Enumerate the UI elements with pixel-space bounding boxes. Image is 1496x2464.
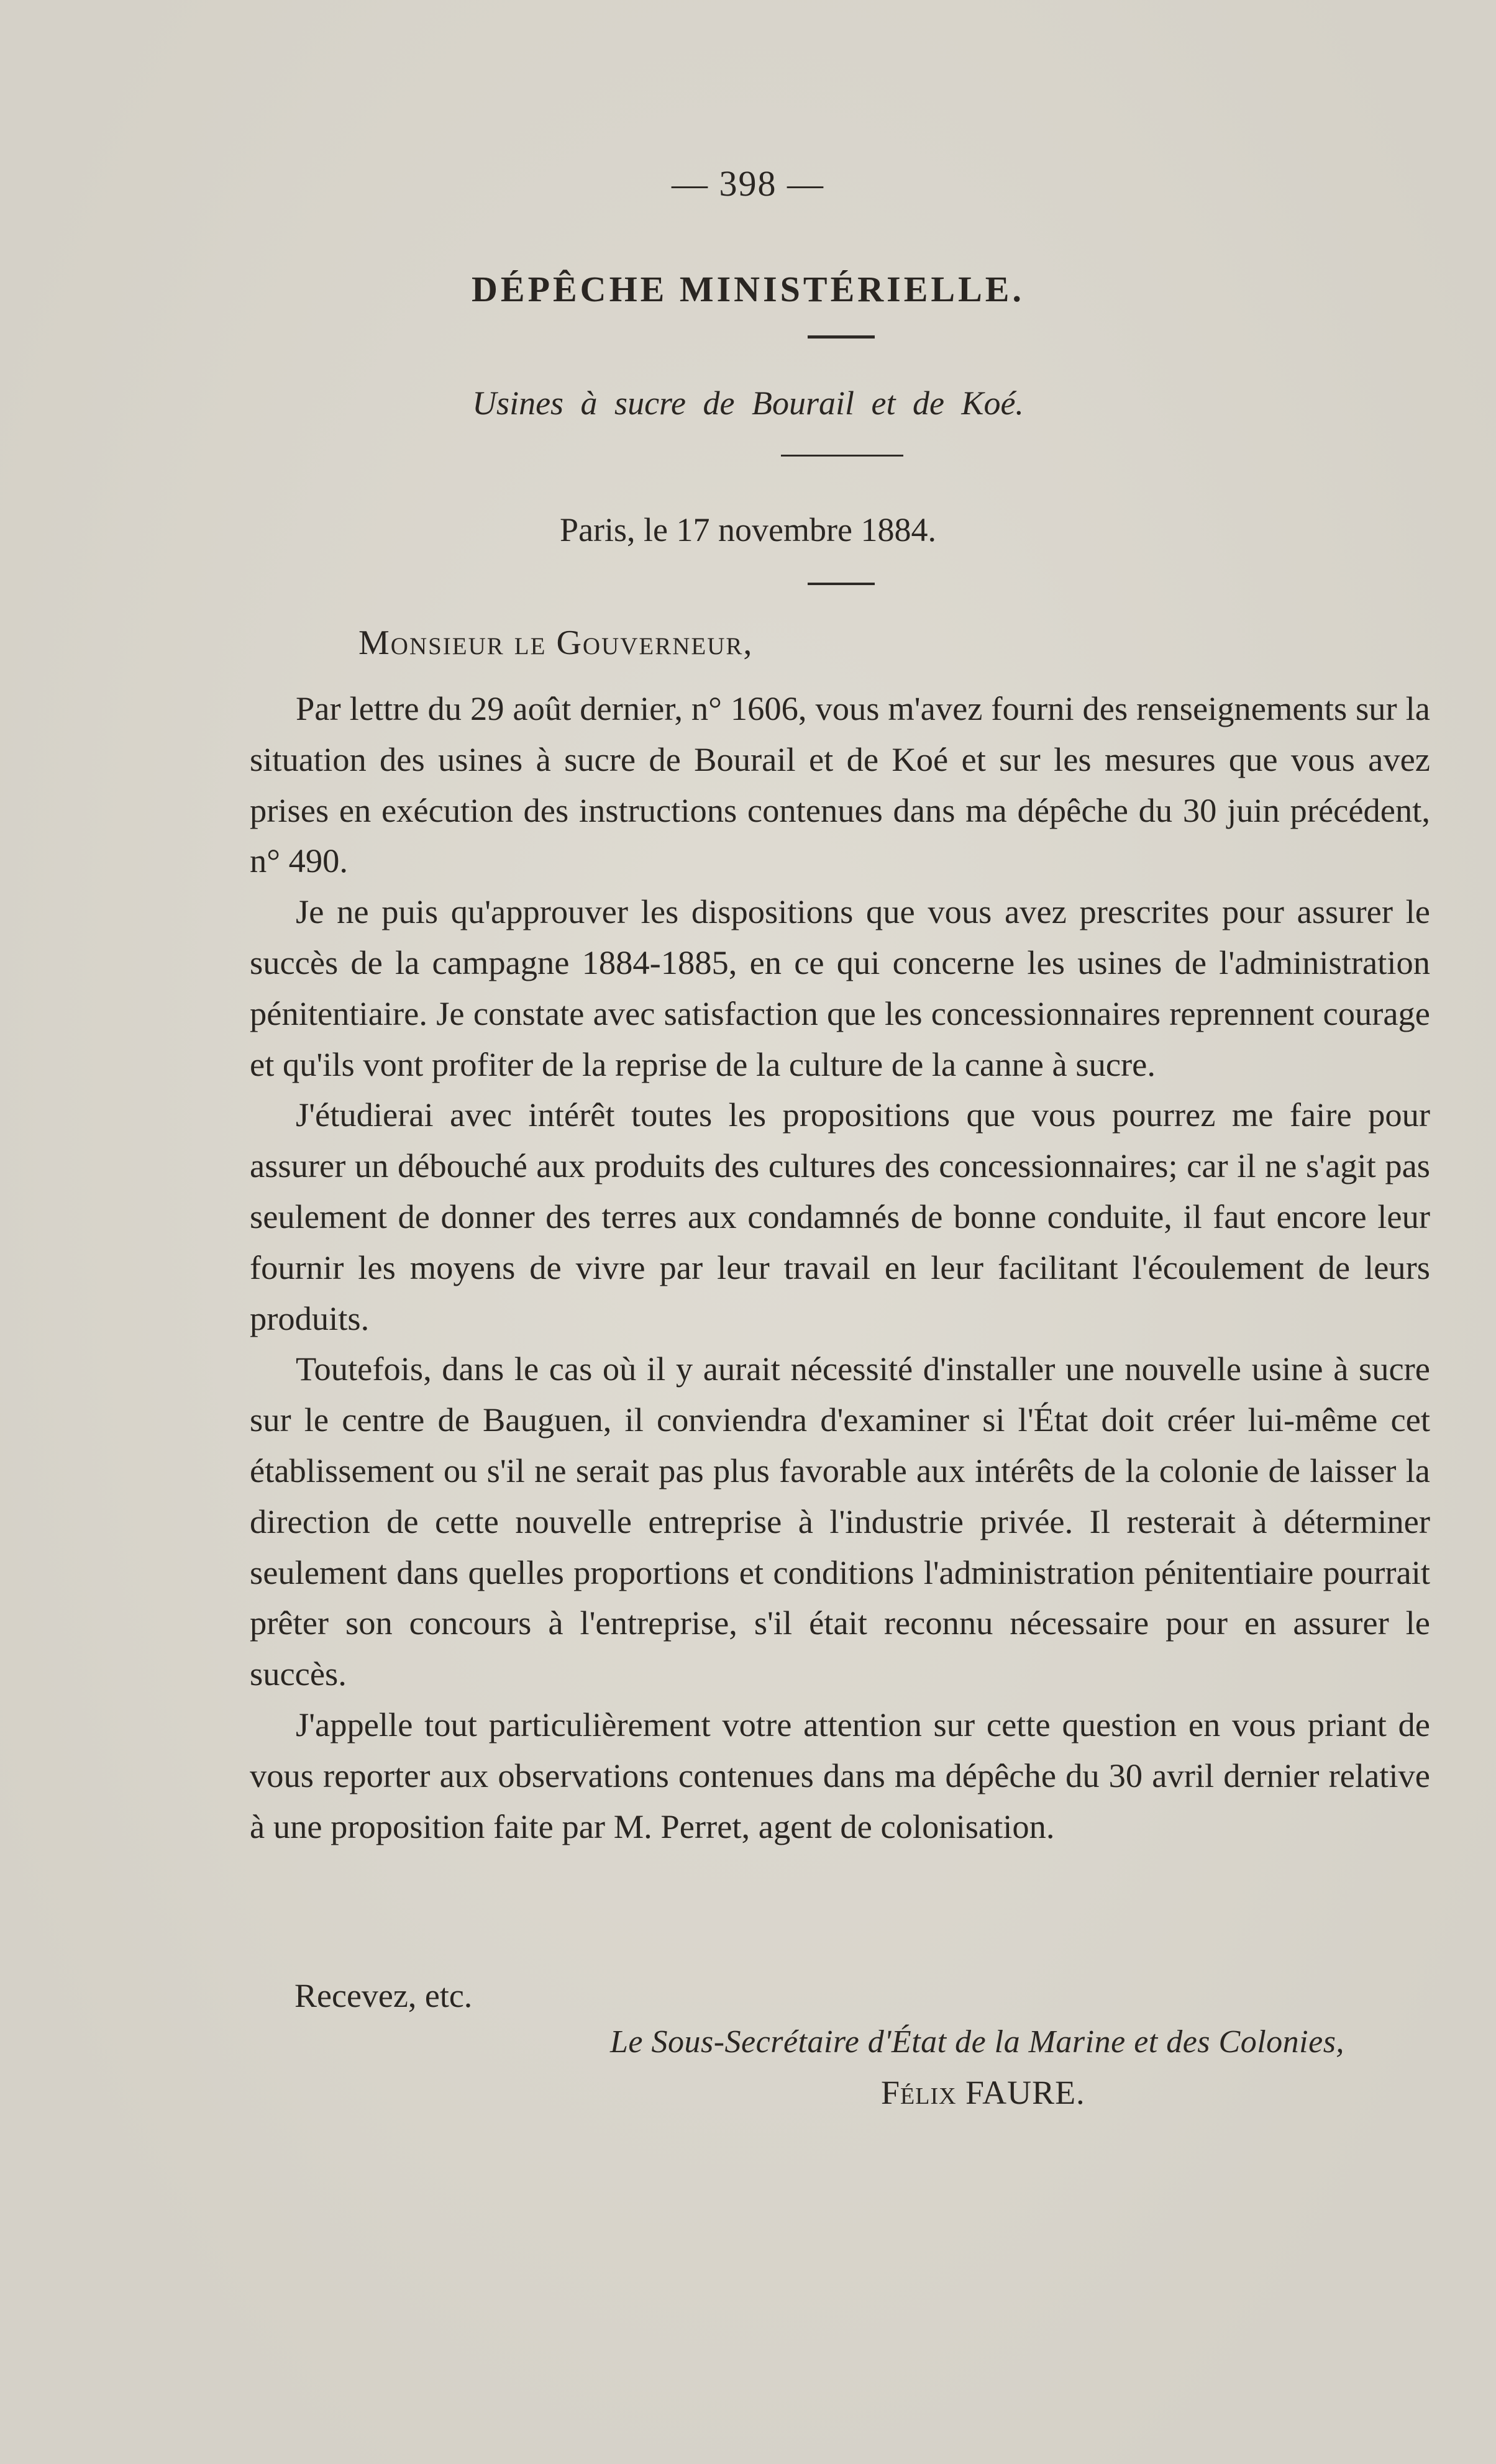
paragraph: J'appelle tout particulièrement votre attention sur cette question en vous priant de vous reporter aux observations contenues dans ma dépêche du 30 avril dernier relative à une proposition faite par M. Perret, agent de colonisation. xyxy=(250,1705,1430,1845)
paragraph: J'étudierai avec intérêt toutes les propositions que vous pourrez me faire pour assurer un débouché aux produits des cultures des concessionnaires; car il ne s'agit pas seulement de donner des terres aux condamnés de bonne conduite, il faut encore leur fournir les moyens de vivre par leur travail en leur facilitant l'écoulement de leurs produits. xyxy=(250,1096,1430,1337)
paragraph: Par lettre du 29 août dernier, n° 1606, vous m'avez fourni des renseignements sur la situation des usines à sucre de Bourail et de Koé et sur les mesures que vous avez prises en exécution des instructions contenues dans ma dépêche du 30 juin précédent, n° 490. xyxy=(250,689,1430,880)
date-divider xyxy=(808,583,875,585)
closing-line: Recevez, etc. xyxy=(294,1977,473,2014)
document-subtitle: Usines à sucre de Bourail et de Koé. xyxy=(472,384,1024,422)
document-title: DÉPÊCHE MINISTÉRIELLE. xyxy=(472,269,1024,309)
title-divider xyxy=(808,335,875,339)
page-number: — 398 — xyxy=(672,163,824,204)
paragraph: Je ne puis qu'approuver les dispositions que vous avez prescrites pour assurer le succès de la campagne 1884-1885, en ce qui concerne les usines de l'administration pénitentiaire. Je constate avec satisfaction que les concessionnaires reprennent courage et qu'ils vont profiter de la reprise de la culture de la canne à sucre. xyxy=(250,893,1430,1083)
letter-body xyxy=(250,683,1430,1852)
salutation: Monsieur le Gouverneur, xyxy=(358,624,754,662)
signature-role: Le Sous-Secrétaire d'État de la Marine et des Colonies, xyxy=(610,2024,1344,2060)
signature-name: Félix FAURE. xyxy=(881,2074,1085,2111)
date-line: Paris, le 17 novembre 1884. xyxy=(560,511,936,548)
subtitle-divider xyxy=(781,455,903,457)
paragraph: Toutefois, dans le cas où il y aurait nécessité d'installer une nouvelle usine à sucre sur le centre de Bauguen, il conviendra d'examiner si l'État doit créer lui-même cet établissement ou s'il ne serait pas plus favorable aux intérêts de la colonie de laisser la direction de cette nouvelle entreprise à l'industrie privée. Il resterait à déterminer seulement dans quelles proportions et conditions l'administration pénitentiaire pourrait prêter son concours à l'entreprise, s'il était reconnu nécessaire pour en assurer le succès. xyxy=(250,1350,1430,1693)
